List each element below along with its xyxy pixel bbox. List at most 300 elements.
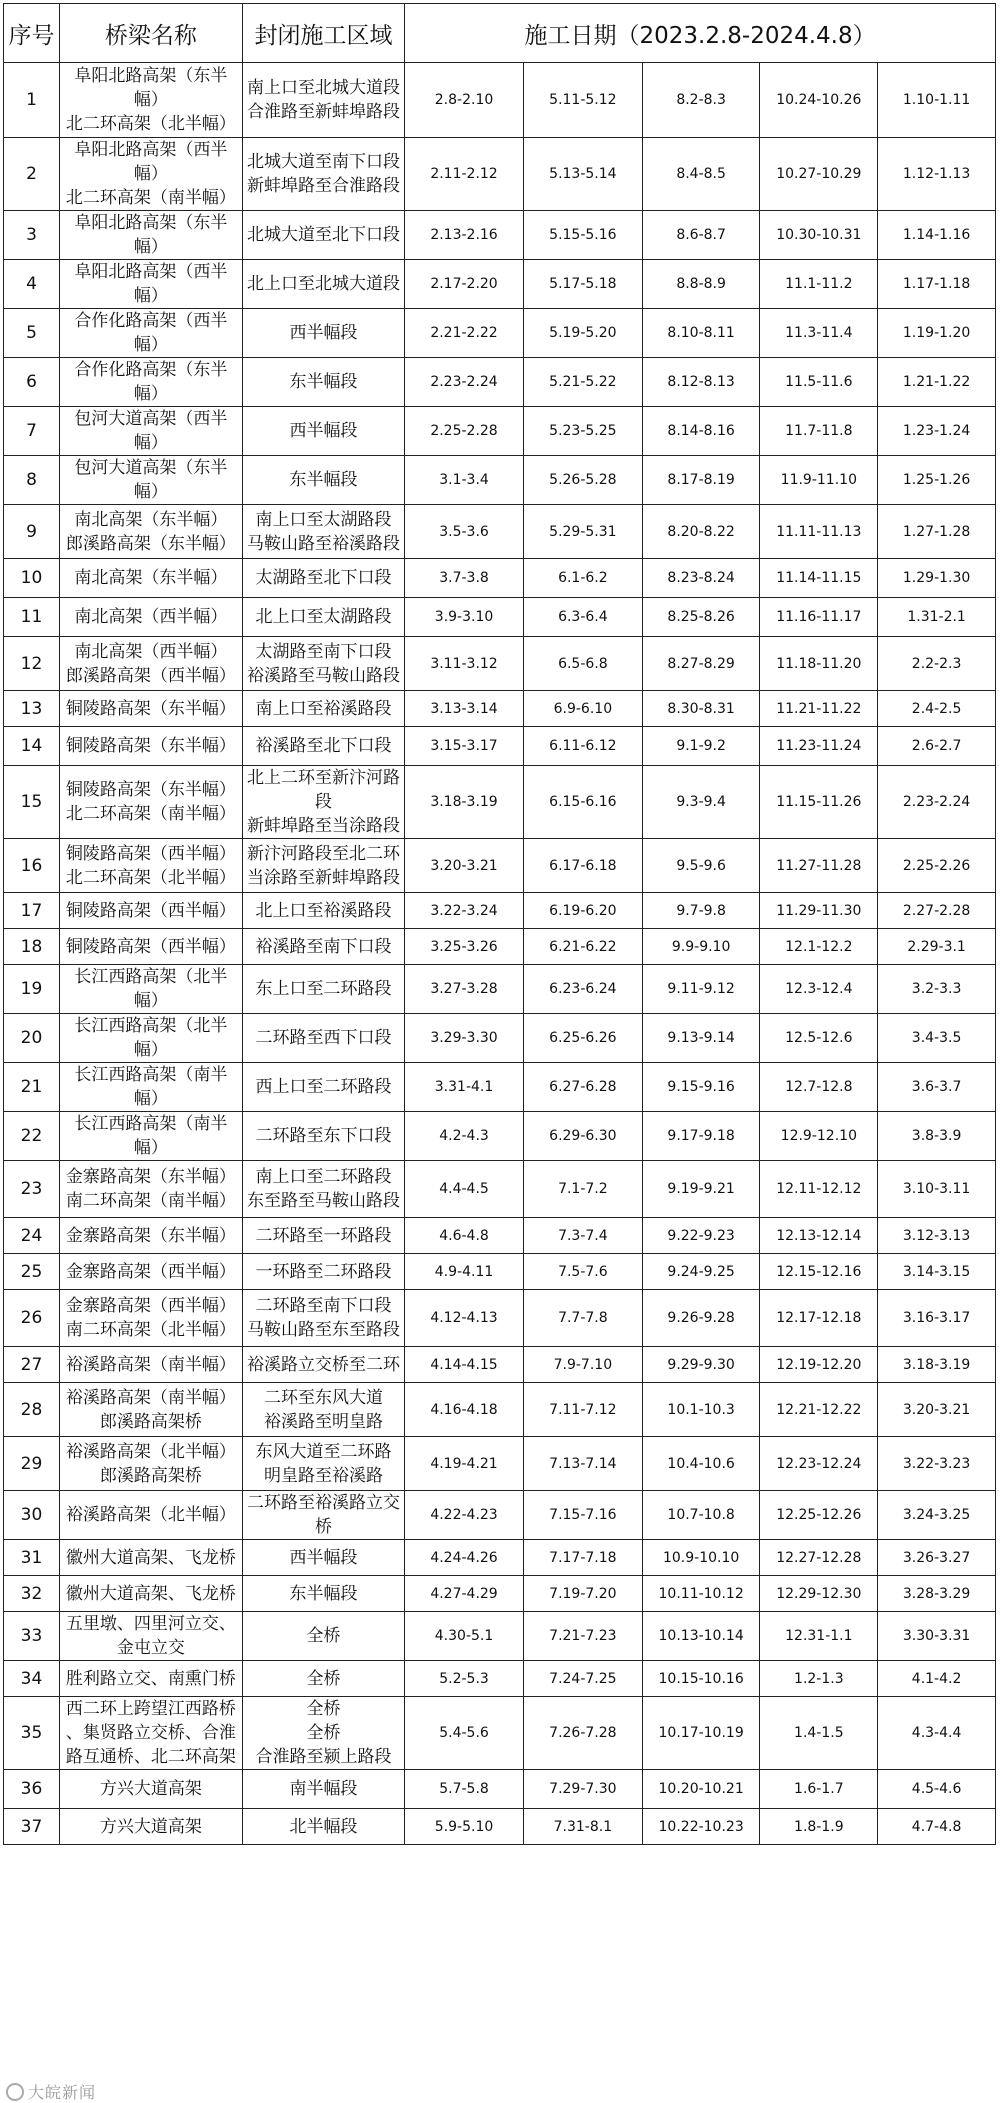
date-range-cell: 8.10-8.11 <box>642 309 760 358</box>
closed-zone-line: 北上口至裕溪路段 <box>255 900 392 921</box>
date-range-cell: 8.25-8.26 <box>642 598 760 637</box>
date-range-cell: 11.3-11.4 <box>760 309 878 358</box>
bridge-name-line: 阜阳北路高架（东半幅） <box>74 213 228 257</box>
closed-zone-cell <box>242 505 404 559</box>
table-row <box>4 598 996 637</box>
date-range-cell: 9.7-9.8 <box>642 893 760 929</box>
table-row <box>4 1612 996 1661</box>
bridge-name-line: 郎溪路高架桥 <box>99 1465 202 1486</box>
date-range-cell: 9.22-9.23 <box>642 1218 760 1254</box>
closed-zone-cell <box>242 1612 404 1661</box>
date-range-cell: 3.12-3.13 <box>878 1218 996 1254</box>
date-range-cell: 3.13-3.14 <box>405 691 524 727</box>
date-range-cell: 1.12-1.13 <box>878 138 996 211</box>
table-row <box>4 1661 996 1697</box>
table-row <box>4 1063 996 1112</box>
date-range-cell: 10.20-10.21 <box>642 1770 760 1809</box>
row-index: 16 <box>4 839 60 893</box>
date-range-cell: 5.29-5.31 <box>523 505 642 559</box>
bridge-name-cell <box>59 358 242 407</box>
closed-zone-cell <box>242 1218 404 1254</box>
schedule-table <box>3 3 996 1845</box>
bridge-name-cell <box>59 766 242 839</box>
bridge-name-cell <box>59 1661 242 1697</box>
closed-zone-line: 裕溪路至马鞍山路段 <box>246 665 400 686</box>
date-range-cell: 11.16-11.17 <box>760 598 878 637</box>
bridge-name-line: 铜陵路高架（西半幅） <box>65 843 236 864</box>
closed-zone-line: 南上口至裕溪路段 <box>255 698 392 719</box>
date-range-cell: 4.14-4.15 <box>405 1347 524 1383</box>
closed-zone-cell <box>242 1770 404 1809</box>
table-row <box>4 727 996 766</box>
table-row <box>4 407 996 456</box>
bridge-name-line: 徽州大道高架、飞龙桥 <box>65 1583 236 1604</box>
bridge-name-line: 铜陵路高架（西半幅） <box>65 900 236 921</box>
date-range-cell: 7.17-7.18 <box>523 1540 642 1576</box>
date-range-cell: 3.27-3.28 <box>405 965 524 1014</box>
closed-zone-cell <box>242 309 404 358</box>
date-range-cell: 8.2-8.3 <box>642 63 760 138</box>
bridge-name-line: 北二环高架（北半幅） <box>65 867 236 888</box>
date-range-cell: 9.19-9.21 <box>642 1161 760 1218</box>
date-range-cell: 1.23-1.24 <box>878 407 996 456</box>
closed-zone-line: 一环路至二环路段 <box>255 1261 392 1282</box>
bridge-name-cell <box>59 1290 242 1347</box>
closed-zone-line: 裕溪路至北下口段 <box>255 736 392 756</box>
closed-zone-cell <box>242 965 404 1014</box>
date-range-cell: 7.19-7.20 <box>523 1576 642 1612</box>
date-range-cell: 2.27-2.28 <box>878 893 996 929</box>
bridge-name-cell <box>59 1612 242 1661</box>
date-range-cell: 7.29-7.30 <box>523 1770 642 1809</box>
date-range-cell: 2.2-2.3 <box>878 637 996 691</box>
row-index: 31 <box>4 1540 60 1576</box>
closed-zone-line: 东半幅段 <box>289 1583 358 1604</box>
row-index: 35 <box>4 1697 60 1770</box>
table-body <box>4 63 996 1845</box>
watermark-text: 大皖新闻 <box>28 2083 97 2102</box>
date-range-cell: 2.11-2.12 <box>405 138 524 211</box>
closed-zone-line: 东上口至二环路段 <box>255 979 392 999</box>
date-range-cell: 12.15-12.16 <box>760 1254 878 1290</box>
bridge-name-line: 路互通桥、北二环高架 <box>65 1747 236 1767</box>
closed-zone-line: 北城大道至南下口段 <box>246 152 400 172</box>
bridge-name-line: 、集贤路立交桥、合淮 <box>65 1723 236 1743</box>
closed-zone-cell <box>242 766 404 839</box>
row-index: 6 <box>4 358 60 407</box>
date-range-cell: 6.25-6.26 <box>523 1014 642 1063</box>
closed-zone-line: 西上口至二环路段 <box>255 1077 392 1097</box>
date-range-cell: 12.27-12.28 <box>760 1540 878 1576</box>
date-range-cell: 6.23-6.24 <box>523 965 642 1014</box>
bridge-name-cell <box>59 1161 242 1218</box>
table-row <box>4 929 996 965</box>
date-range-cell: 2.21-2.22 <box>405 309 524 358</box>
date-range-cell: 3.28-3.29 <box>878 1576 996 1612</box>
closed-zone-cell <box>242 727 404 766</box>
bridge-name-cell <box>59 211 242 260</box>
closed-zone-line: 北上二环至新汴河路段 <box>246 768 400 812</box>
row-index: 19 <box>4 965 60 1014</box>
closed-zone-cell <box>242 1491 404 1540</box>
date-range-cell: 8.14-8.16 <box>642 407 760 456</box>
closed-zone-line: 太湖路至南下口段 <box>255 641 392 662</box>
table-row <box>4 1491 996 1540</box>
date-range-cell: 3.7-3.8 <box>405 559 524 598</box>
bridge-name-cell <box>59 893 242 929</box>
date-range-cell: 4.4-4.5 <box>405 1161 524 1218</box>
closed-zone-cell <box>242 1383 404 1437</box>
table-row <box>4 309 996 358</box>
date-range-cell: 5.21-5.22 <box>523 358 642 407</box>
row-index: 32 <box>4 1576 60 1612</box>
date-range-cell: 10.17-10.19 <box>642 1697 760 1770</box>
closed-zone-cell <box>242 456 404 505</box>
closed-zone-cell <box>242 1014 404 1063</box>
date-range-cell: 9.24-9.25 <box>642 1254 760 1290</box>
closed-zone-cell <box>242 691 404 727</box>
date-range-cell: 5.2-5.3 <box>405 1661 524 1697</box>
date-range-cell: 10.13-10.14 <box>642 1612 760 1661</box>
bridge-name-line: 铜陵路高架（东半幅） <box>65 780 236 800</box>
date-range-cell: 2.25-2.28 <box>405 407 524 456</box>
bridge-name-line: 合作化路高架（东半幅） <box>74 360 228 404</box>
bridge-name-line: 长江西路高架（南半幅） <box>74 1114 228 1158</box>
date-range-cell: 6.19-6.20 <box>523 893 642 929</box>
date-range-cell: 6.29-6.30 <box>523 1112 642 1161</box>
closed-zone-cell <box>242 598 404 637</box>
date-range-cell: 1.14-1.16 <box>878 211 996 260</box>
table-row <box>4 1383 996 1437</box>
bridge-name-line: 铜陵路高架（东半幅） <box>65 736 236 756</box>
row-index: 18 <box>4 929 60 965</box>
date-range-cell: 9.29-9.30 <box>642 1347 760 1383</box>
date-range-cell: 6.15-6.16 <box>523 766 642 839</box>
bridge-name-line: 金寨路高架（东半幅） <box>65 1167 236 1187</box>
date-range-cell: 1.10-1.11 <box>878 63 996 138</box>
bridge-name-cell <box>59 1576 242 1612</box>
date-range-cell: 9.17-9.18 <box>642 1112 760 1161</box>
date-range-cell: 7.24-7.25 <box>523 1661 642 1697</box>
date-range-cell: 3.26-3.27 <box>878 1540 996 1576</box>
closed-zone-line: 南半幅段 <box>289 1779 358 1799</box>
date-range-cell: 3.18-3.19 <box>878 1347 996 1383</box>
date-range-cell: 11.18-11.20 <box>760 637 878 691</box>
date-range-cell: 4.3-4.4 <box>878 1697 996 1770</box>
bridge-name-line: 阜阳北路高架（东半幅） <box>74 66 228 110</box>
closed-zone-cell <box>242 407 404 456</box>
date-range-cell: 11.7-11.8 <box>760 407 878 456</box>
date-range-cell: 1.6-1.7 <box>760 1770 878 1809</box>
date-range-cell: 3.30-3.31 <box>878 1612 996 1661</box>
date-range-cell: 10.30-10.31 <box>760 211 878 260</box>
date-range-cell: 6.3-6.4 <box>523 598 642 637</box>
bridge-name-line: 金寨路高架（西半幅） <box>65 1296 236 1316</box>
closed-zone-line: 二环路至南下口段 <box>255 1296 392 1316</box>
date-range-cell: 3.8-3.9 <box>878 1112 996 1161</box>
header-idx: 序号 <box>4 4 60 63</box>
bridge-name-line: 五里墩、四里河立交、 <box>65 1614 236 1634</box>
closed-zone-line: 新蚌埠路至合淮路段 <box>246 176 400 196</box>
row-index: 34 <box>4 1661 60 1697</box>
date-range-cell: 6.5-6.8 <box>523 637 642 691</box>
closed-zone-line: 太湖路至北下口段 <box>255 568 392 588</box>
closed-zone-line: 裕溪路立交桥至二环 <box>246 1354 400 1375</box>
date-range-cell: 1.4-1.5 <box>760 1697 878 1770</box>
row-index: 33 <box>4 1612 60 1661</box>
date-range-cell: 3.5-3.6 <box>405 505 524 559</box>
row-index: 1 <box>4 63 60 138</box>
table-row <box>4 1347 996 1383</box>
table-row <box>4 1697 996 1770</box>
closed-zone-line: 二环路至裕溪路立交桥 <box>246 1493 400 1537</box>
closed-zone-cell <box>242 211 404 260</box>
row-index: 2 <box>4 138 60 211</box>
closed-zone-cell <box>242 1290 404 1347</box>
row-index: 5 <box>4 309 60 358</box>
date-range-cell: 3.14-3.15 <box>878 1254 996 1290</box>
table-row <box>4 1437 996 1491</box>
date-range-cell: 1.8-1.9 <box>760 1809 878 1845</box>
closed-zone-line: 西半幅段 <box>289 421 358 441</box>
row-index: 20 <box>4 1014 60 1063</box>
date-range-cell: 3.24-3.25 <box>878 1491 996 1540</box>
row-index: 26 <box>4 1290 60 1347</box>
date-range-cell: 7.3-7.4 <box>523 1218 642 1254</box>
table-row <box>4 1540 996 1576</box>
table-row <box>4 138 996 211</box>
row-index: 10 <box>4 559 60 598</box>
date-range-cell: 7.21-7.23 <box>523 1612 642 1661</box>
closed-zone-line: 裕溪路至明皇路 <box>263 1411 383 1432</box>
bridge-name-cell <box>59 1347 242 1383</box>
table-row <box>4 1254 996 1290</box>
date-range-cell: 12.13-12.14 <box>760 1218 878 1254</box>
closed-zone-cell <box>242 260 404 309</box>
date-range-cell: 2.13-2.16 <box>405 211 524 260</box>
bridge-name-line: 南二环高架（北半幅） <box>65 1320 236 1340</box>
date-range-cell: 4.19-4.21 <box>405 1437 524 1491</box>
date-range-cell: 7.31-8.1 <box>523 1809 642 1845</box>
table-row <box>4 63 996 138</box>
date-range-cell: 2.25-2.26 <box>878 839 996 893</box>
watermark <box>6 2080 96 2103</box>
date-range-cell: 5.19-5.20 <box>523 309 642 358</box>
closed-zone-line: 新蚌埠路至当涂路段 <box>246 816 400 836</box>
date-range-cell: 7.5-7.6 <box>523 1254 642 1290</box>
date-range-cell: 4.30-5.1 <box>405 1612 524 1661</box>
date-range-cell: 3.18-3.19 <box>405 766 524 839</box>
bridge-name-line: 郎溪路高架（西半幅） <box>65 665 236 686</box>
date-range-cell: 12.29-12.30 <box>760 1576 878 1612</box>
bridge-name-cell <box>59 1770 242 1809</box>
date-range-cell: 1.31-2.1 <box>878 598 996 637</box>
date-range-cell: 12.19-12.20 <box>760 1347 878 1383</box>
date-range-cell: 12.11-12.12 <box>760 1161 878 1218</box>
closed-zone-cell <box>242 358 404 407</box>
header-row <box>4 4 996 63</box>
watermark-logo-icon <box>6 2083 24 2101</box>
bridge-name-line: 金寨路高架（西半幅） <box>65 1261 236 1282</box>
row-index: 8 <box>4 456 60 505</box>
bridge-name-cell <box>59 1218 242 1254</box>
bridge-name-line: 合作化路高架（西半幅） <box>74 311 228 355</box>
date-range-cell: 5.4-5.6 <box>405 1697 524 1770</box>
row-index: 15 <box>4 766 60 839</box>
row-index: 37 <box>4 1809 60 1845</box>
header-closed-zone: 封闭施工区域 <box>242 4 404 63</box>
bridge-name-line: 裕溪路高架（北半幅） <box>65 1441 236 1462</box>
bridge-name-line: 包河大道高架（东半幅） <box>74 458 228 502</box>
date-range-cell: 2.23-2.24 <box>878 766 996 839</box>
row-index: 23 <box>4 1161 60 1218</box>
date-range-cell: 5.9-5.10 <box>405 1809 524 1845</box>
closed-zone-line: 西半幅段 <box>289 323 358 343</box>
table-row <box>4 1014 996 1063</box>
table-row <box>4 211 996 260</box>
date-range-cell: 12.17-12.18 <box>760 1290 878 1347</box>
row-index: 28 <box>4 1383 60 1437</box>
table-row <box>4 1576 996 1612</box>
date-range-cell: 9.5-9.6 <box>642 839 760 893</box>
closed-zone-line: 东风大道至二环路 <box>255 1441 392 1462</box>
bridge-name-line: 南北高架（西半幅） <box>74 607 228 627</box>
date-range-cell: 2.23-2.24 <box>405 358 524 407</box>
date-range-cell: 2.29-3.1 <box>878 929 996 965</box>
row-index: 14 <box>4 727 60 766</box>
date-range-cell: 11.1-11.2 <box>760 260 878 309</box>
date-range-cell: 4.6-4.8 <box>405 1218 524 1254</box>
date-range-cell: 2.6-2.7 <box>878 727 996 766</box>
date-range-cell: 11.27-11.28 <box>760 839 878 893</box>
date-range-cell: 12.5-12.6 <box>760 1014 878 1063</box>
date-range-cell: 12.9-12.10 <box>760 1112 878 1161</box>
closed-zone-line: 马鞍山路至东至路段 <box>246 1320 400 1340</box>
date-range-cell: 3.15-3.17 <box>405 727 524 766</box>
row-index: 27 <box>4 1347 60 1383</box>
date-range-cell: 1.27-1.28 <box>878 505 996 559</box>
date-range-cell: 8.12-8.13 <box>642 358 760 407</box>
bridge-name-cell <box>59 456 242 505</box>
bridge-name-line: 长江西路高架（北半幅） <box>74 1016 228 1060</box>
bridge-name-line: 南北高架（东半幅） <box>74 509 228 530</box>
date-range-cell: 6.9-6.10 <box>523 691 642 727</box>
date-range-cell: 5.11-5.12 <box>523 63 642 138</box>
date-range-cell: 11.21-11.22 <box>760 691 878 727</box>
table-row <box>4 766 996 839</box>
bridge-name-cell <box>59 138 242 211</box>
closed-zone-cell <box>242 1540 404 1576</box>
date-range-cell: 3.22-3.23 <box>878 1437 996 1491</box>
bridge-name-line: 阜阳北路高架（西半幅） <box>74 262 228 306</box>
date-range-cell: 9.1-9.2 <box>642 727 760 766</box>
bridge-name-line: 胜利路立交、南熏门桥 <box>65 1668 236 1689</box>
closed-zone-line: 南上口至太湖路段 <box>255 509 392 530</box>
date-range-cell: 5.23-5.25 <box>523 407 642 456</box>
closed-zone-line: 全桥 <box>306 1626 341 1646</box>
table-row <box>4 358 996 407</box>
bridge-name-line: 北二环高架（北半幅） <box>65 114 236 134</box>
bridge-name-line: 铜陵路高架（西半幅） <box>65 936 236 957</box>
date-range-cell: 12.31-1.1 <box>760 1612 878 1661</box>
bridge-name-cell <box>59 1254 242 1290</box>
date-range-cell: 3.20-3.21 <box>878 1383 996 1437</box>
date-range-cell: 2.8-2.10 <box>405 63 524 138</box>
date-range-cell: 8.27-8.29 <box>642 637 760 691</box>
date-range-cell: 2.17-2.20 <box>405 260 524 309</box>
closed-zone-cell <box>242 1161 404 1218</box>
date-range-cell: 7.1-7.2 <box>523 1161 642 1218</box>
closed-zone-line: 二环路至一环路段 <box>255 1225 392 1246</box>
date-range-cell: 9.13-9.14 <box>642 1014 760 1063</box>
date-range-cell: 10.15-10.16 <box>642 1661 760 1697</box>
bridge-name-cell <box>59 727 242 766</box>
bridge-name-cell <box>59 309 242 358</box>
date-range-cell: 3.1-3.4 <box>405 456 524 505</box>
closed-zone-line: 南上口至二环路段 <box>255 1167 392 1187</box>
closed-zone-line: 二环路至东下口段 <box>255 1126 392 1146</box>
date-range-cell: 1.25-1.26 <box>878 456 996 505</box>
bridge-name-cell <box>59 505 242 559</box>
closed-zone-cell <box>242 1576 404 1612</box>
date-range-cell: 4.1-4.2 <box>878 1661 996 1697</box>
date-range-cell: 7.13-7.14 <box>523 1437 642 1491</box>
date-range-cell: 4.7-4.8 <box>878 1809 996 1845</box>
date-range-cell: 3.16-3.17 <box>878 1290 996 1347</box>
bridge-name-cell <box>59 1540 242 1576</box>
date-range-cell: 1.29-1.30 <box>878 559 996 598</box>
date-range-cell: 3.22-3.24 <box>405 893 524 929</box>
date-range-cell: 8.8-8.9 <box>642 260 760 309</box>
date-range-cell: 10.9-10.10 <box>642 1540 760 1576</box>
date-range-cell: 3.9-3.10 <box>405 598 524 637</box>
date-range-cell: 11.14-11.15 <box>760 559 878 598</box>
date-range-cell: 5.15-5.16 <box>523 211 642 260</box>
date-range-cell: 12.1-12.2 <box>760 929 878 965</box>
closed-zone-line: 马鞍山路至裕溪路段 <box>246 533 400 554</box>
date-range-cell: 9.26-9.28 <box>642 1290 760 1347</box>
closed-zone-line: 北上口至北城大道段 <box>246 274 400 294</box>
bridge-name-line: 金寨路高架（东半幅） <box>65 1225 236 1246</box>
date-range-cell: 6.17-6.18 <box>523 839 642 893</box>
date-range-cell: 4.5-4.6 <box>878 1770 996 1809</box>
date-range-cell: 1.2-1.3 <box>760 1661 878 1697</box>
date-range-cell: 9.9-9.10 <box>642 929 760 965</box>
date-range-cell: 8.6-8.7 <box>642 211 760 260</box>
table-row <box>4 691 996 727</box>
bridge-name-cell <box>59 637 242 691</box>
closed-zone-cell <box>242 1809 404 1845</box>
closed-zone-line: 北半幅段 <box>289 1816 358 1837</box>
date-range-cell: 8.20-8.22 <box>642 505 760 559</box>
table-row <box>4 1290 996 1347</box>
table-row <box>4 839 996 893</box>
date-range-cell: 10.11-10.12 <box>642 1576 760 1612</box>
date-range-cell: 11.11-11.13 <box>760 505 878 559</box>
bridge-name-cell <box>59 598 242 637</box>
row-index: 29 <box>4 1437 60 1491</box>
closed-zone-cell <box>242 929 404 965</box>
date-range-cell: 12.25-12.26 <box>760 1491 878 1540</box>
bridge-name-line: 郎溪路高架（东半幅） <box>65 533 236 554</box>
date-range-cell: 3.6-3.7 <box>878 1063 996 1112</box>
date-range-cell: 12.3-12.4 <box>760 965 878 1014</box>
date-range-cell: 10.4-10.6 <box>642 1437 760 1491</box>
bridge-name-cell <box>59 1491 242 1540</box>
bridge-name-line: 裕溪路高架（北半幅） <box>65 1505 236 1525</box>
closed-zone-line: 全桥 <box>306 1668 341 1689</box>
row-index: 3 <box>4 211 60 260</box>
